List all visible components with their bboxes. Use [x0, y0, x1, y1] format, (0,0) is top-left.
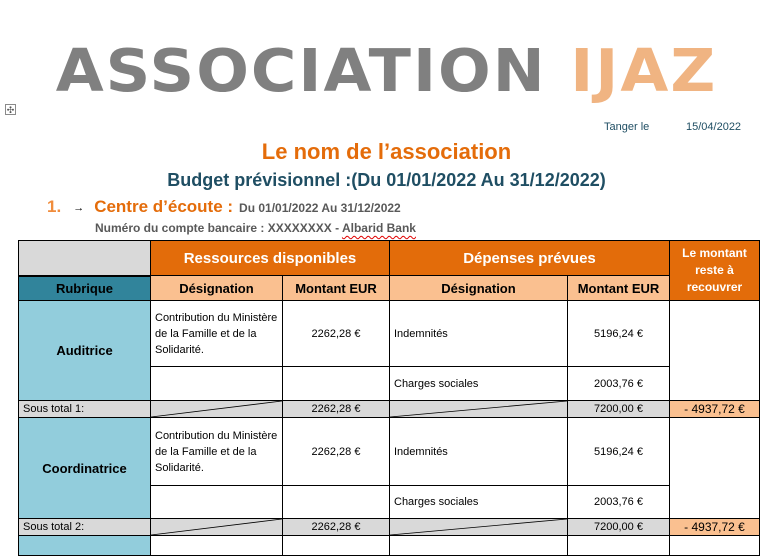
res-amount-cell: 2262,28 € — [283, 301, 390, 367]
res-amount-cell — [283, 486, 390, 519]
table-move-handle-icon[interactable]: ✣ — [6, 105, 15, 115]
res-amount-cell — [283, 367, 390, 401]
diagonal-cell — [390, 519, 568, 536]
header-remaining: Le montant reste à recouvrer — [670, 241, 760, 301]
res-designation-cell: Contribution du Ministère de la Famille et de la Solidarité. — [151, 418, 283, 486]
header-expenses: Dépenses prévues — [390, 241, 670, 276]
subtotal-row — [19, 519, 760, 536]
table-row — [19, 418, 760, 486]
column-exp-designation: Désignation — [390, 276, 568, 301]
subtotal-res-amount: 2262,28 € — [283, 519, 390, 536]
res-designation-cell — [151, 367, 283, 401]
association-logo — [0, 35, 773, 106]
diagonal-cell — [151, 519, 283, 536]
remaining-empty-cell — [670, 301, 760, 401]
exp-amount-cell: 2003,76 € — [568, 367, 670, 401]
subtotal-exp-amount: 7200,00 € — [568, 519, 670, 536]
exp-amount-cell: 5196,24 € — [568, 418, 670, 486]
bank-name: Albarid Bank — [341, 221, 416, 235]
city-label: Tanger le — [604, 121, 650, 133]
subtotal-remaining: - 4937,72 € — [670, 519, 760, 536]
logo-text-ijaz: IJAZ — [570, 35, 718, 106]
logo-text-association: ASSOCIATION — [55, 35, 547, 106]
exp-amount-cell: 2003,76 € — [568, 486, 670, 519]
page-title: Le nom de l’association — [261, 139, 512, 164]
remaining-empty-cell — [670, 418, 760, 519]
tab-arrow-icon: → — [73, 201, 85, 214]
rubrique-cell — [19, 536, 151, 556]
exp-amount-cell: 5196,24 € — [568, 301, 670, 367]
res-designation-cell — [151, 486, 283, 519]
column-res-amount: Montant EUR — [283, 276, 390, 301]
subtotal-label: Sous total 1: — [19, 401, 151, 418]
section-number: 1. — [47, 197, 62, 216]
header-blank-cell — [19, 241, 151, 276]
document-date: 15/04/2022 — [686, 121, 742, 133]
subtotal-exp-amount: 7200,00 € — [568, 401, 670, 418]
section-period: Du 01/01/2022 Au 31/12/2022 — [239, 201, 401, 215]
bank-account-line — [95, 221, 416, 235]
exp-designation-cell — [390, 536, 568, 556]
rubrique-cell: Auditrice — [19, 301, 151, 401]
diagonal-cell — [151, 401, 283, 418]
exp-designation-cell: Charges sociales — [390, 486, 568, 519]
section-title: Centre d’écoute : — [94, 197, 234, 216]
subtotal-row — [19, 401, 760, 418]
subtotal-remaining: - 4937,72 € — [670, 401, 760, 418]
subtotal-res-amount: 2262,28 € — [283, 401, 390, 418]
subtotal-label: Sous total 2: — [19, 519, 151, 536]
res-amount-cell: 2262,28 € — [283, 418, 390, 486]
section-heading — [47, 197, 401, 217]
column-exp-amount: Montant EUR — [568, 276, 670, 301]
budget-subtitle: Budget prévisionnel :(Du 01/01/2022 Au 31/12/2022) — [167, 170, 606, 190]
table-row — [19, 536, 760, 556]
column-res-designation: Désignation — [151, 276, 283, 301]
account-label: Numéro du compte bancaire : XXXXXXXX - — [95, 221, 342, 235]
header-resources: Ressources disponibles — [151, 241, 390, 276]
exp-designation-cell: Charges sociales — [390, 367, 568, 401]
res-amount-cell — [283, 536, 390, 556]
res-designation-cell: Contribution du Ministère de la Famille et de la Solidarité. — [151, 301, 283, 367]
budget-table — [18, 240, 760, 556]
diagonal-cell — [390, 401, 568, 418]
remaining-empty-cell — [670, 536, 760, 556]
res-designation-cell — [151, 536, 283, 556]
exp-designation-cell: Indemnités — [390, 301, 568, 367]
exp-designation-cell: Indemnités — [390, 418, 568, 486]
column-rubrique: Rubrique — [19, 276, 151, 301]
exp-amount-cell — [568, 536, 670, 556]
table-row — [19, 301, 760, 367]
rubrique-cell: Coordinatrice — [19, 418, 151, 519]
